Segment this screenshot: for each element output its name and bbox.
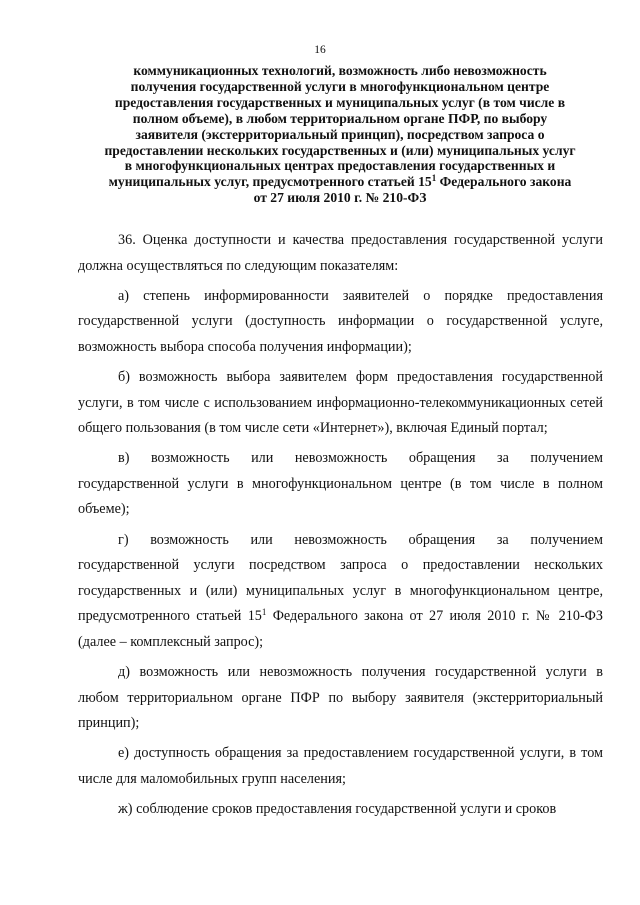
paragraph-d: д) возможность или невозможность получения государственной услуги в любом территориальном органе ПФР по выбору заявителя (экстерриториальный принцип); <box>78 664 603 732</box>
paragraph-v-rest: государственной услуги в многофункциональном центре (в том числе в полном объеме); <box>78 475 603 518</box>
paragraph-a: а) степень информированности заявителей о порядке предоставления государственной услуги (доступность информации о государственной услуге, возможность выбора способа получения информации); <box>78 287 603 355</box>
word: за <box>497 450 509 467</box>
heading-line: от 27 июля 2010 г. № 210-ФЗ <box>253 190 427 206</box>
heading-line: в многофункциональных центрах предоставления государственных и <box>124 158 556 174</box>
heading-line <box>74 174 606 190</box>
page-number: 16 <box>314 44 326 56</box>
word: за <box>496 531 509 548</box>
text: Федерального закона от 27 июля 2010 г. № 210-ФЗ (далее – комплексный запрос); <box>78 608 603 650</box>
word: или <box>250 531 273 548</box>
paragraph-e: е) доступность обращения за предоставлением государственной услуги, в том числе для маломобильных групп населения; <box>78 745 603 787</box>
heading-text: муниципальных услуг, предусмотренного статьей 15 <box>108 174 432 190</box>
word: возможность <box>150 531 229 548</box>
spread-line <box>78 528 603 554</box>
paragraph-v <box>78 446 603 523</box>
paragraph-g-rest <box>78 553 603 655</box>
heading-text: Федерального закона <box>436 174 572 190</box>
document-body <box>78 228 603 827</box>
word: получением <box>530 450 603 467</box>
heading-line: полном объеме), в любом территориальном органе ПФР, по выбору <box>132 110 548 126</box>
word: в) <box>118 450 130 467</box>
section-heading <box>74 63 606 206</box>
superscript: 1 <box>431 173 437 184</box>
paragraph-b: б) возможность выбора заявителем форм предоставления государственной услуги, в том числе с использованием информационно-телекоммуникационных сетей общего пользования (в том числе сети «Интернет»), включая Единый портал; <box>78 368 603 437</box>
word: возможность <box>150 450 230 467</box>
paragraph-36: 36. Оценка доступности и качества предоставления государственной услуги должна осуществляться по следующим показателям: <box>78 232 603 274</box>
heading-line: предоставления государственных и муниципальных услуг (в том числе в <box>114 94 566 110</box>
word: обращения <box>408 450 476 467</box>
text: государственной услуги посредством запроса о предоставлении нескольких государственных и (или) муниципальных услуг в многофункциональном центре, предусмотренного статьей 15 <box>78 557 603 625</box>
word: г) <box>118 531 129 548</box>
heading-line: получения государственной услуги в многофункциональном центре <box>130 78 550 94</box>
word: невозможность <box>294 450 388 467</box>
heading-line: коммуникационных технологий, возможность либо невозможность <box>133 63 547 78</box>
spread-line <box>78 446 603 472</box>
superscript: 1 <box>261 607 267 618</box>
word: обращения <box>408 531 476 548</box>
heading-line: предоставлении нескольких государственных и (или) муниципальных услуг <box>104 142 576 158</box>
word: или <box>251 450 274 467</box>
paragraph-zh: ж) соблюдение сроков предоставления государственной услуги и сроков <box>118 800 557 817</box>
paragraph-g <box>78 528 603 656</box>
word: получением <box>530 531 603 548</box>
word: невозможность <box>294 531 387 548</box>
heading-line: заявителя (экстерриториальный принцип), посредством запроса о <box>135 126 545 142</box>
